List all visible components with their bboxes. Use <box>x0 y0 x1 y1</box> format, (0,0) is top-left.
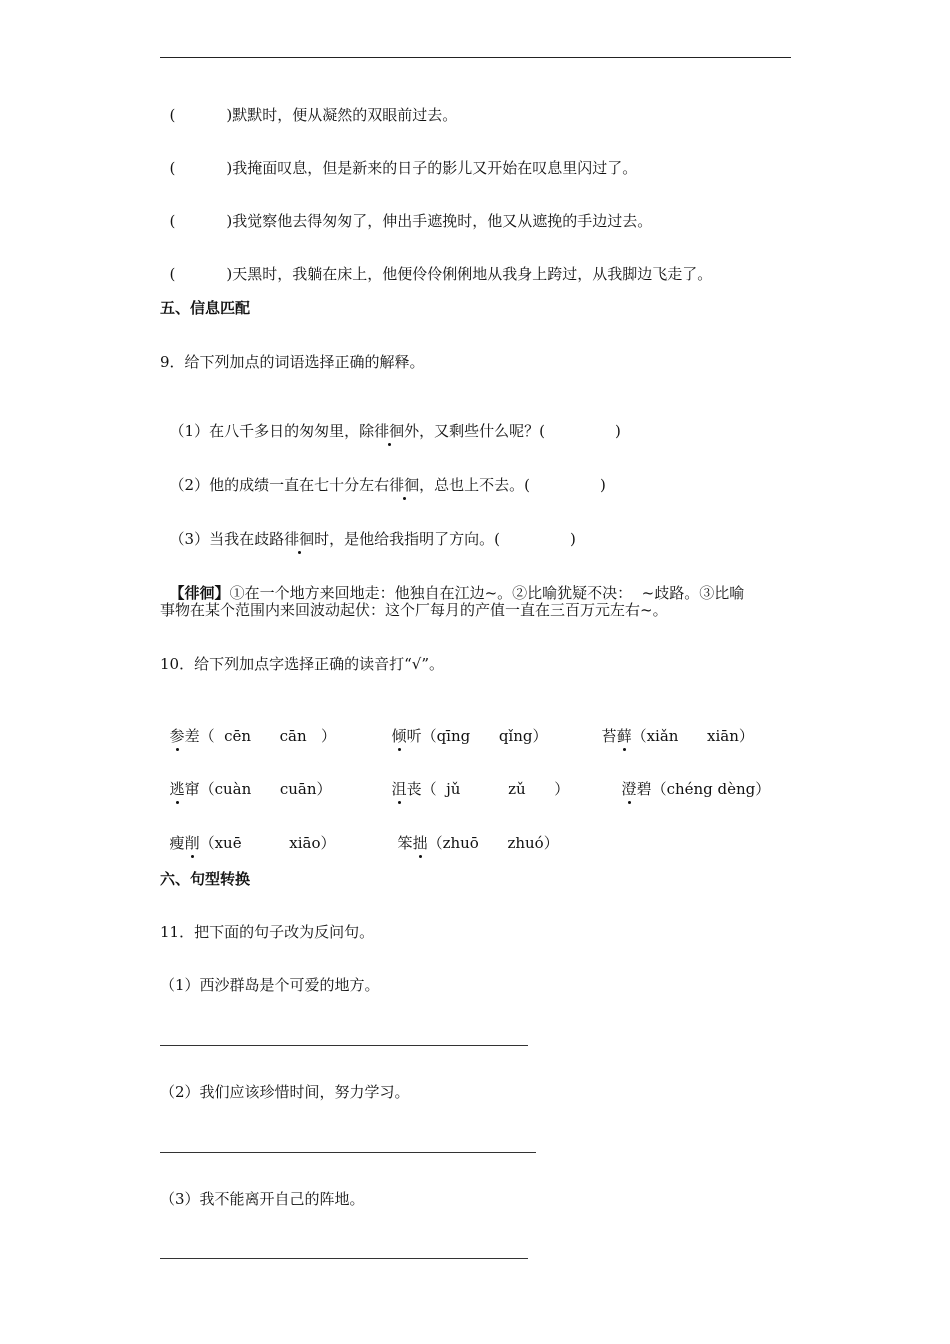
question-11-sub-1: （1）西沙群岛是个可爱的地方。 <box>160 976 380 994</box>
question-11-sub-3: （3）我不能离开自己的阵地。 <box>160 1190 365 1208</box>
section-heading-6: 六、句型转换 <box>160 870 251 888</box>
dotted-word: 徘徊 <box>284 530 315 548</box>
pinyin-choice-4[interactable]: 逃窜（cuàn cuān） <box>169 780 332 798</box>
order-item-4: ( )天黑时，我躺在床上，他便伶伶俐俐地从我身上跨过，从我脚边飞走了。 <box>169 265 713 283</box>
section-heading-5: 五、信息匹配 <box>160 299 251 317</box>
dotted-word: 徘徊 <box>374 422 405 440</box>
question-11-sub-2: （2）我们应该珍惜时间，努力学习。 <box>160 1083 410 1101</box>
definition-term: 【徘徊】 <box>169 584 230 602</box>
blank-open: ( <box>169 106 176 124</box>
order-item-2: ( )我掩面叹息，但是新来的日子的影儿又开始在叹息里闪过了。 <box>169 159 638 177</box>
order-item-1 <box>160 85 457 125</box>
order-item-3: ( )我觉察他去得匆匆了，伸出手遮挽时，他又从遮挽的手边过去。 <box>169 212 653 230</box>
pinyin-choice-6[interactable]: 澄碧（chéng dèng） <box>621 780 771 798</box>
pinyin-choice-7[interactable]: 瘦削（xuē xiāo） <box>169 834 336 852</box>
question-9-sub-3: （3）当我在歧路徘徊时，是他给我指明了方向。( ) <box>169 530 576 548</box>
order-item-text: 我掩面叹息，但是新来的日子的影儿又开始在叹息里闪过了。 <box>232 159 638 177</box>
question-9-sub-2: （2）他的成绩一直在七十分左右徘徊，总也上不去。( ) <box>169 476 606 494</box>
pinyin-choice-3[interactable]: 苔藓（xiǎn xiān） <box>601 727 754 745</box>
question-10-prompt: 10．给下列加点字选择正确的读音打“√”。 <box>160 655 444 673</box>
pinyin-choice-5[interactable]: 沮丧（ jǔ zǔ ） <box>391 780 570 798</box>
question-9-sub-1: （1）在八千多日的匆匆里，除徘徊外，又剩些什么呢？( ) <box>169 422 621 440</box>
answer-line-3[interactable] <box>160 1258 528 1259</box>
dotted-word: 徘徊 <box>389 476 420 494</box>
answer-line-1[interactable] <box>160 1045 528 1046</box>
pinyin-choice-2[interactable]: 倾听（qīng qǐng） <box>391 727 548 745</box>
header-rule <box>160 57 791 58</box>
definition-line-1: 【徘徊】①在一个地方来回地走：他独自在江边~。②比喻犹疑不决： ~歧路。③比喻 <box>169 584 745 602</box>
definition-line-2: 事物在某个范围内来回波动起伏：这个厂每月的产值一直在三百万元左右~。 <box>160 601 668 619</box>
answer-line-2[interactable] <box>160 1152 536 1153</box>
question-11-prompt: 11．把下面的句子改为反问句。 <box>160 923 375 941</box>
blank-close: ) <box>226 106 233 124</box>
order-item-text: 我觉察他去得匆匆了，伸出手遮挽时，他又从遮挽的手边过去。 <box>232 212 653 230</box>
pinyin-choice-1[interactable]: 参差（ cēn cān ） <box>169 727 336 745</box>
question-9-prompt: 9．给下列加点的词语选择正确的解释。 <box>160 353 425 371</box>
order-item-text: 天黑时，我躺在床上，他便伶伶俐俐地从我身上跨过，从我脚边飞走了。 <box>232 265 713 283</box>
order-item-text: 默默时，便从凝然的双眼前过去。 <box>232 106 458 124</box>
pinyin-choice-8[interactable]: 笨拙（zhuō zhuó） <box>397 834 559 852</box>
